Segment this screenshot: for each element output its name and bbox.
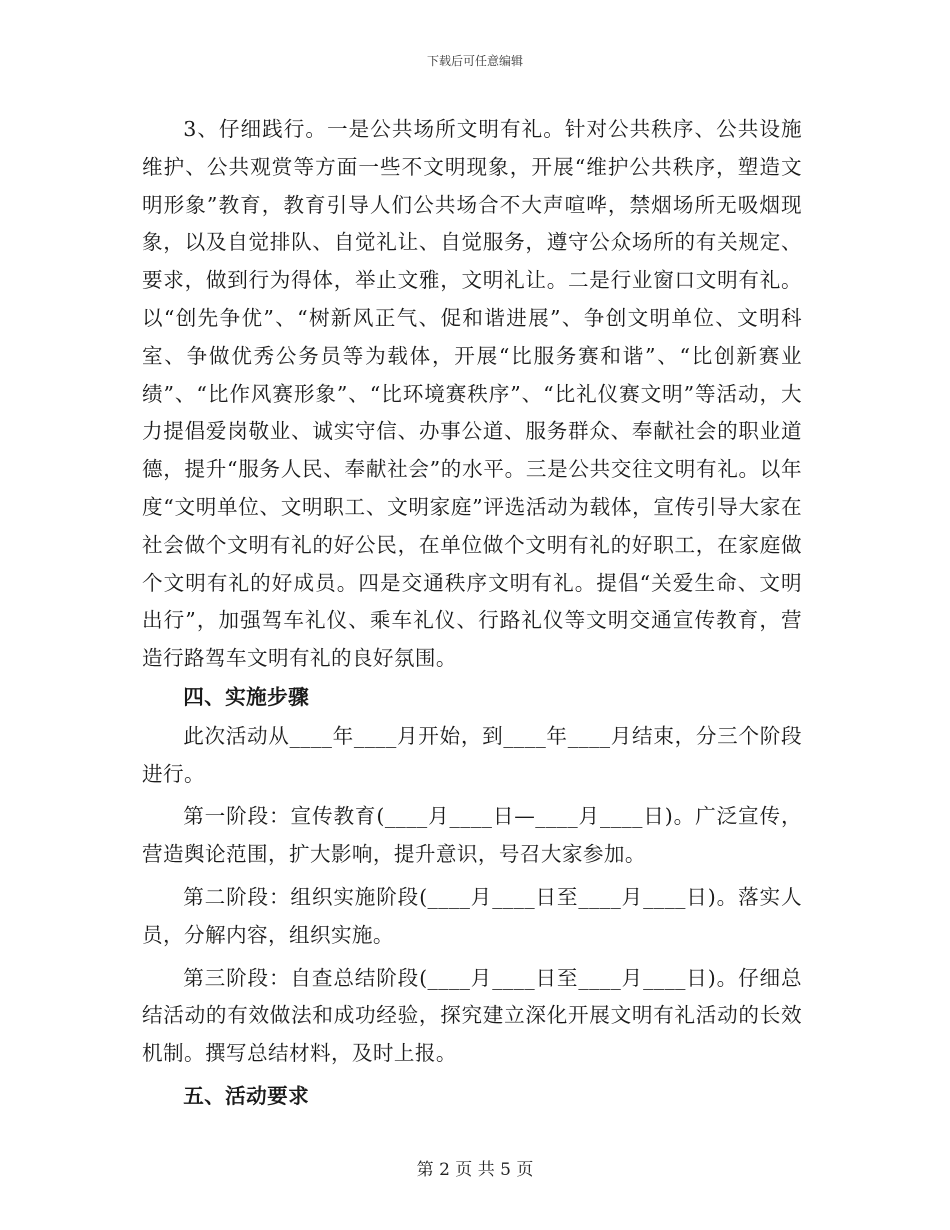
document-body [142,111,802,1117]
page-footer: 第 2 页 共 5 页 [416,1160,534,1180]
paragraph-stage-1: 第一阶段：宣传教育(____月____日—____月____日)。广泛宣传，营造舆论范围，扩大影响，提升意识，号召大家参加。 [142,804,802,867]
paragraph-stage-2: 第二阶段：组织实施阶段(____月____日至____月____日)。落实人员，分解内容，组织实施。 [142,884,802,947]
page-header: 下载后可任意编辑 [426,54,523,68]
section-heading-requirements: 五、活动要求 [183,1083,310,1108]
section-heading-steps: 四、实施步骤 [183,684,310,709]
paragraph-practice: 3、仔细践行。一是公共场所文明有礼。针对公共秩序、公共设施维护、公共观赏等方面一些不文明现象，开展“维护公共秩序，塑造文明形象”教育，教育引导人们公共场合不大声喧哗，禁烟场所无吸烟现象，以及自觉排队、自觉礼让、自觉服务，遵守公众场所的有关规定、要求，做到行为得体，举止文雅，文明礼让。二是行业窗口文明有礼。以“创先争优”、“树新风正气、促和谐进展”、争创文明单位、文明科室、争做优秀公务员等为载体，开展“比服务赛和谐”、“比创新赛业绩”、“比作风赛形象”、“比环境赛秩序”、“比礼仪赛文明”等活动，大力提倡爱岗敬业、诚实守信、办事公道、服务群众、奉献社会的职业道德，提升“服务人民、奉献社会”的水平。三是公共交往文明有礼。以年度“文明单位、文明职工、文明家庭”评选活动为载体，宣传引导大家在社会做个文明有礼的好公民，在单位做个文明有礼的好职工，在家庭做个文明有礼的好成员。四是交通秩序文明有礼。提倡“关爱生命、文明出行”，加强驾车礼仪、乘车礼仪、行路礼仪等文明交通宣传教育，营造行路驾车文明有礼的良好氛围。 [142,117,802,671]
paragraph-stage-3: 第三阶段：自查总结阶段(____月____日至____月____日)。仔细总结活动的有效做法和成功经验，探究建立深化开展文明有礼活动的长效机制。撰写总结材料，及时上报。 [142,965,802,1066]
paragraph-steps-intro: 此次活动从____年____月开始，到____年____月结束，分三个阶段进行。 [142,723,802,786]
